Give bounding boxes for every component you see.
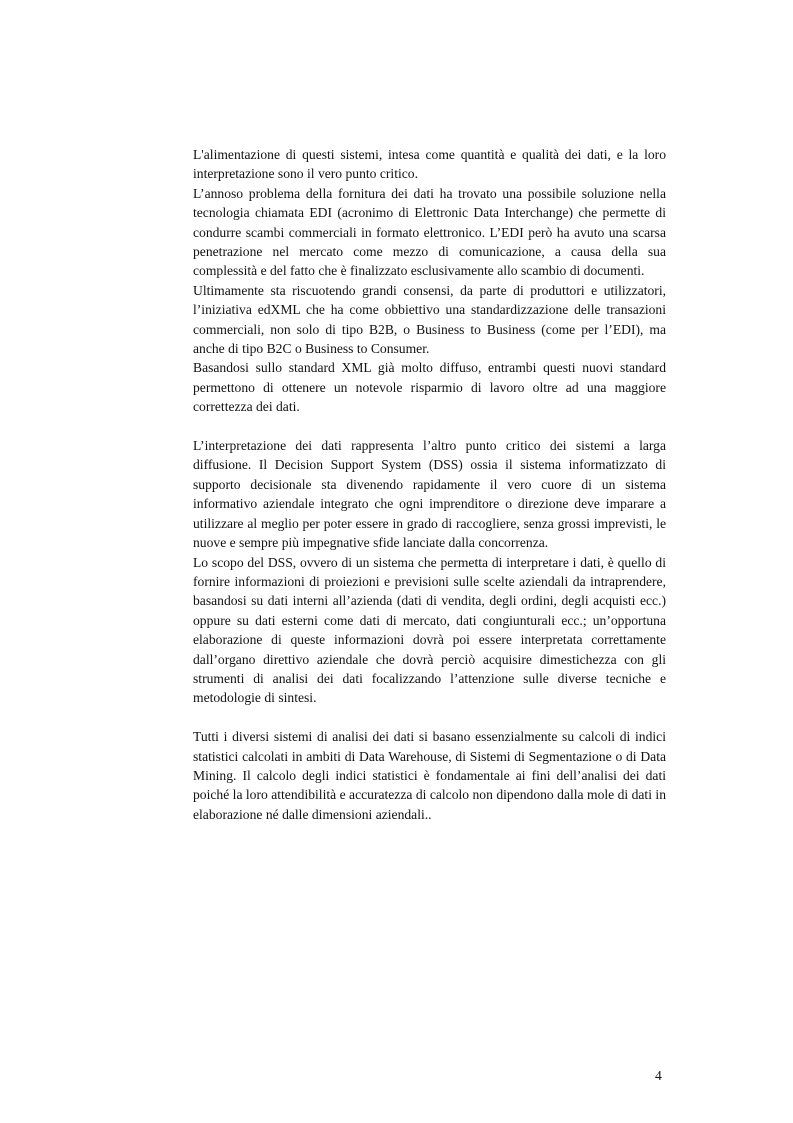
paragraph-dss-scopo: Lo scopo del DSS, ovvero di un sistema che permetta di interpretare i dati, è quello di fornire informazioni di proiezioni e previsioni sulle scelte aziendali da intraprendere, basandosi su dati interni all’azienda (dati di vendita, degli ordini, degli acquisti ecc.) oppure su dati esterni come dati di mercato, dati congiunturali ecc.; un’opportuna elaborazione di queste informazioni dovrà poi essere interpretata correttamente dall’organo direttivo aziendale che dovrà perciò acquisire dimestichezza con gli strumenti di analisi dei dati focalizzando l’attenzione sulle diverse tecniche e metodologie di sintesi.	[193, 554, 666, 706]
paragraph-edxml: Ultimamente sta riscuotendo grandi consensi, da parte di produttori e utilizzatori, l’iniziativa edXML che ha come obbiettivo una standardizzazione delle transazioni commerciali, non solo di tipo B2B, o Business to Business (come per l’EDI), ma anche di tipo B2C o Business to Consumer.	[193, 282, 666, 357]
paragraph-alimentazione: L'alimentazione di questi sistemi, intesa come quantità e qualità dei dati, e la loro interpretazione sono il vero punto critico.	[193, 147, 666, 182]
paragraph-edi: L’annoso problema della fornitura dei dati ha trovato una possibile soluzione nella tecnologia chiamata EDI (acronimo di Elettronic Data Interchange) che permette di condurre scambi commerciali in formato elettronico. L’EDI però ha avuto una scarsa penetrazione nel mercato come mezzo di comunicazione, a causa della sua complessità e del fatto che è finalizzato esclusivamente allo scambio di documenti.	[193, 185, 666, 279]
page-number: 4	[655, 1068, 662, 1083]
paragraph-xml: Basandosi sullo standard XML già molto diffuso, entrambi questi nuovi standard permettono di ottenere un notevole risparmio di lavoro oltre ad una maggiore correttezza dei dati.	[193, 360, 666, 415]
body-text	[193, 145, 666, 824]
paragraph-dss-intro: L’interpretazione dei dati rappresenta l’altro punto critico dei sistemi a larga diffusione. Il Decision Support System (DSS) ossia il sistema informatizzato di supporto decisionale sta divenendo rapidamente il vero cuore di un sistema informativo aziendale integrato che ogni imprenditore o direzione deve imparare a utilizzare al meglio per poter essere in grado di raccogliere, senza grossi imprevisti, le nuove e sempre più impegnative sfide lanciate dalla concorrenza.	[193, 438, 666, 551]
paragraph-analisi: Tutti i diversi sistemi di analisi dei dati si basano essenzialmente su calcoli di indici statistici calcolati in ambiti di Data Warehouse, di Sistemi di Segmentazione o di Data Mining. Il calcolo degli indici statistici è fondamentale ai fini dell’analisi dei dati poiché la loro attendibilità e accuratezza di calcolo non dipendono dalla mole di dati in elaborazione né dalle dimensioni aziendali..	[193, 729, 666, 822]
